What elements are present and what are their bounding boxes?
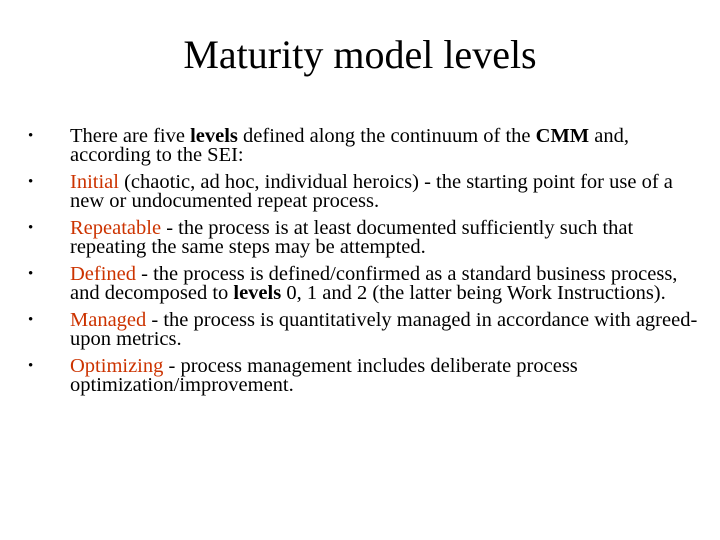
bullet-text: Optimizing - process management includes deliberate process optimization/improvement. xyxy=(70,355,578,396)
bullet-list xyxy=(28,125,700,403)
bullet-item xyxy=(28,263,700,304)
bullet-text: Repeatable - the process is at least documented sufficiently such that repeating the same steps may be attempted. xyxy=(70,217,634,258)
bullet-text: There are five levels defined along the continuum of the CMM and, according to the SEI: xyxy=(70,125,630,166)
level-name-managed: Managed xyxy=(70,309,147,331)
bullet-icon: • xyxy=(28,312,34,328)
bullet-icon: • xyxy=(28,358,34,374)
slide-title: Maturity model levels xyxy=(183,32,537,77)
bullet-icon: • xyxy=(28,174,34,190)
bullet-item xyxy=(28,171,700,212)
bullet-text: Defined - the process is defined/confirmed as a standard business process, and decomposed to levels 0, 1 and 2 (the latter being Work Instructions). xyxy=(70,263,678,304)
bullet-text: Managed - the process is quantitatively managed in accordance with agreed-upon metrics. xyxy=(70,309,698,350)
level-name-initial: Initial xyxy=(70,171,119,193)
bullet-icon: • xyxy=(28,128,34,144)
level-name-optimizing: Optimizing xyxy=(70,355,164,377)
bullet-item xyxy=(28,355,700,396)
bullet-item xyxy=(28,309,700,350)
bullet-item xyxy=(28,217,700,258)
bullet-item xyxy=(28,125,700,166)
level-name-defined: Defined xyxy=(70,263,137,285)
bullet-icon: • xyxy=(28,220,34,236)
bullet-icon: • xyxy=(28,266,34,282)
bullet-text: Initial (chaotic, ad hoc, individual heroics) - the starting point for use of a new or undocumented repeat process. xyxy=(70,171,673,212)
level-name-repeatable: Repeatable xyxy=(70,217,162,239)
